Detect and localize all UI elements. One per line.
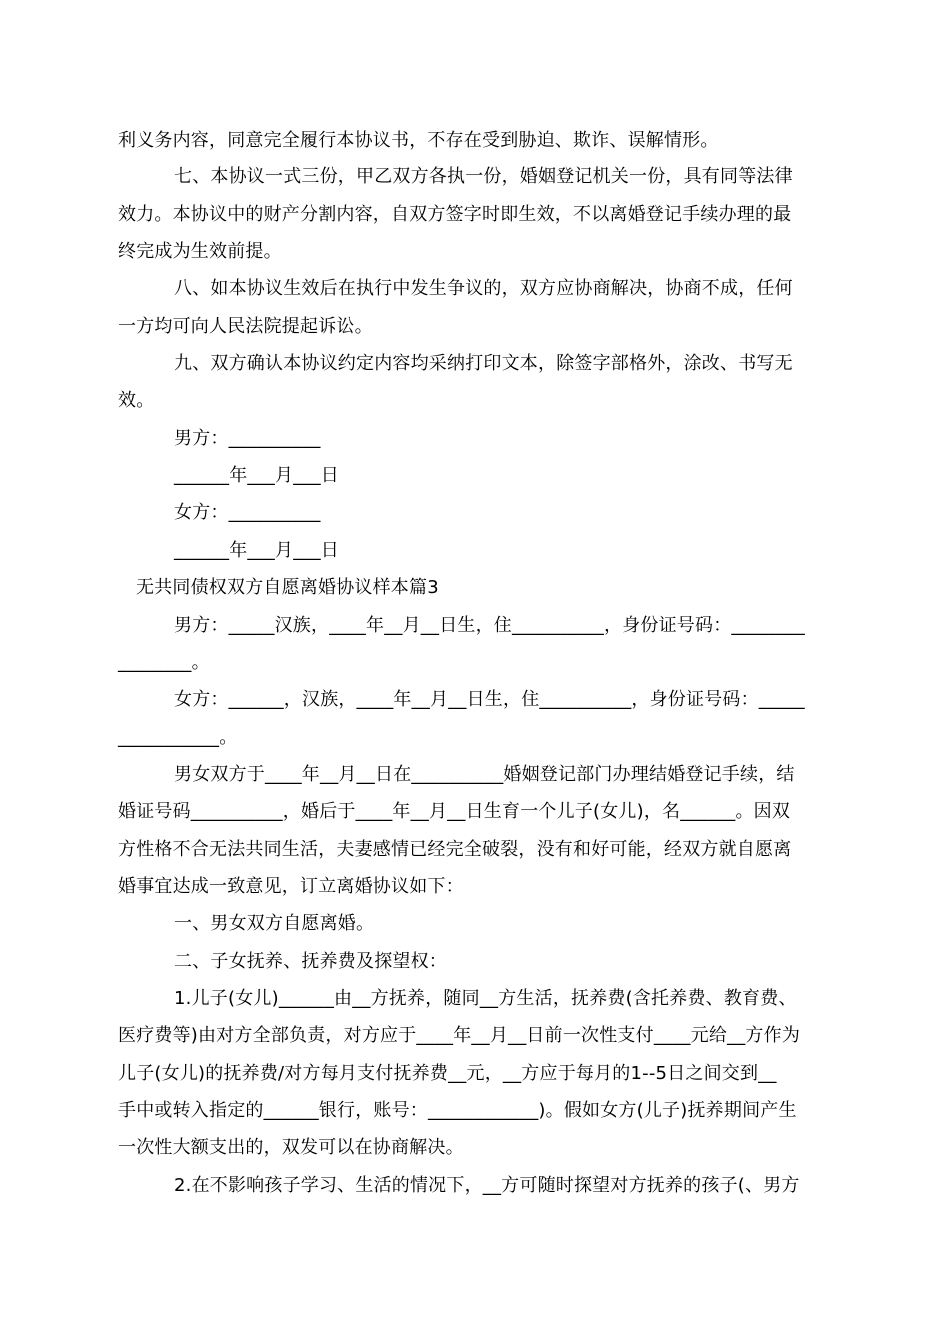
text-line: 七、本协议一式三份，甲乙双方各执一份，婚姻登记机关一份，具有同等法律	[174, 166, 793, 187]
text-line: 终完成为生效前提。	[118, 241, 282, 262]
signature-male: 男方：__________	[174, 428, 321, 449]
text-line: 利义务内容，同意完全履行本协议书，不存在受到胁迫、欺诈、误解情形。	[118, 130, 719, 151]
text-line: 男方：_____汉族，____年__月__日生，住__________，身份证号码：________	[174, 615, 805, 636]
text-line: ___________。	[118, 727, 238, 748]
text-line: 婚事宜达成一致意见，订立离婚协议如下：	[118, 876, 464, 897]
text-line: 八、如本协议生效后在执行中发生争议的，双方应协商解决，协商不成，任何	[174, 278, 793, 299]
section-heading: 无共同债权双方自愿离婚协议样本篇3	[136, 577, 439, 598]
text-line: 儿子(女儿)的抚养费/对方每月支付抚养费__元，__方应于每月的1--5日之间交到__	[118, 1063, 777, 1084]
text-line: 医疗费等)由对方全部负责，对方应于____年__月__日前一次性支付____元给__方作为	[118, 1025, 801, 1046]
text-line: 女方：______，汉族，____年__月__日生，住__________，身份证号码：_____	[174, 689, 805, 710]
text-line: 手中或转入指定的______银行，账号：____________)。假如女方(儿子)抚养期间产生	[118, 1100, 797, 1121]
signature-female: 女方：__________	[174, 502, 321, 523]
text-line: 一、男女双方自愿离婚。	[174, 913, 375, 934]
signature-date: ______年___月___日	[174, 465, 339, 486]
text-line: 1.儿子(女儿)______由__方抚养，随同__方生活，抚养费(含托养费、教育费、	[174, 988, 797, 1009]
text-line: 效。	[118, 390, 155, 411]
signature-date: ______年___月___日	[174, 540, 339, 561]
text-line: 一次性大额支出的，双发可以在协商解决。	[118, 1137, 464, 1158]
text-line: 方性格不合无法共同生活，夫妻感情已经完全破裂，没有和好可能，经双方就自愿离	[118, 839, 792, 860]
text-line: 二、子女抚养、抚养费及探望权：	[174, 951, 447, 972]
text-line: ________。	[118, 652, 210, 673]
text-line: 男女双方于____年__月__日在__________婚姻登记部门办理结婚登记手续，结	[174, 764, 795, 785]
text-line: 效力。本协议中的财产分割内容，自双方签字时即生效，不以离婚登记手续办理的最	[118, 204, 792, 225]
text-line: 九、双方确认本协议约定内容均采纳打印文本，除签字部格外，涂改、书写无	[174, 353, 793, 374]
text-line: 2.在不影响孩子学习、生活的情况下，__方可随时探望对方抚养的孩子(、男方	[174, 1175, 800, 1196]
text-line: 婚证号码__________，婚后于____年__月__日生育一个儿子(女儿)，名______。因双	[118, 801, 791, 822]
text-line: 一方均可向人民法院提起诉讼。	[118, 316, 373, 337]
